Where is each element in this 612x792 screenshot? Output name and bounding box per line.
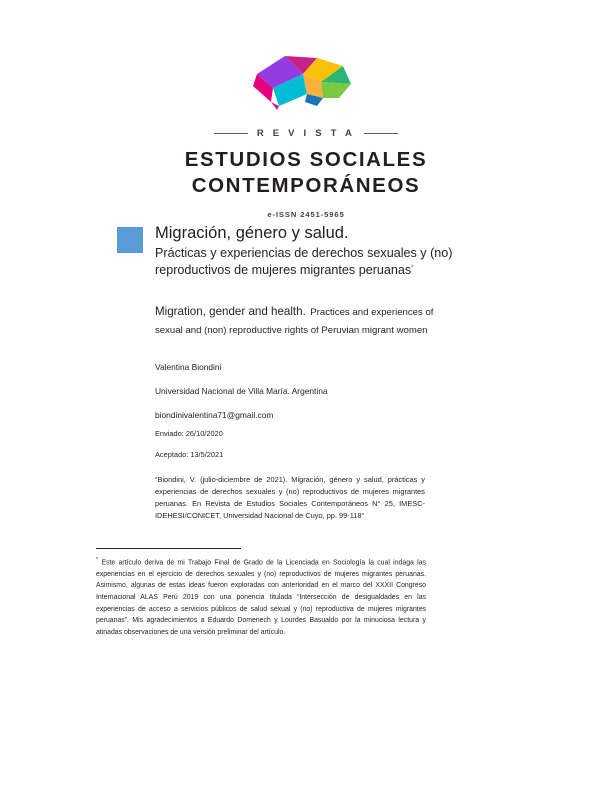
citation-block xyxy=(155,474,425,522)
revista-divider-line xyxy=(0,128,612,139)
footnote-text: Este artículo deriva de mi Trabajo Final de Grado de la Licenciada en Sociología la cual indaga las experiencias en el ejercicio de derechos sexuales y (no) reproductivos de mujeres migrantes peruanas. Asimismo, algunas de estas ideas fueron exploradas con anterioridad en el marco del XXXII Congreso Internacional ALAS Perú 2019 con una ponencia titulada “Intersección de desigualdades en las experiencias de acceso a servicios públicos de salud sexual y (no) reproductiva de mujeres migrantes peruanas”. Mis agradecimientos a Eduardo Domenech y Lourdes Basualdo por la minuciosa lectura y atinadas observaciones de una versión preliminar del artículo. xyxy=(96,559,426,636)
footnote-marker: * xyxy=(96,557,99,563)
article-title-sub: Prácticas y experiencias de derechos sexuales y (no) reproductivos de mujeres migrantes peruanas xyxy=(155,246,453,278)
article-title-en-sub: Practices and experiences of sexual and (non) reproductive rights of Peruvian migrant women xyxy=(155,307,434,337)
citation-text: “Biondini, V. (julio-diciembre de 2021). Migración, género y salud, prácticas y experiencias de derechos sexuales y (no) reproductivos de mujeres migrantes peruanas. En Revista de Estudios Sociales Contemporáneos N° 25, IMESC-IDEHESI/CONICET, Universidad Nacional de Cuyo, pp. 99-118” xyxy=(155,475,425,520)
revista-word: R E V I S T A xyxy=(256,128,356,139)
rule-right xyxy=(364,133,398,134)
footnote-block xyxy=(96,556,426,638)
date-submitted: Enviado: 26/10/2020 xyxy=(155,429,223,438)
article-title-en-block xyxy=(155,302,455,338)
accent-square xyxy=(117,227,143,253)
journal-title-line2: CONTEMPORÁNEOS xyxy=(191,174,421,198)
rule-left xyxy=(214,133,248,134)
footnote-text-wrapper xyxy=(96,556,426,638)
article-title-en-main: Migration, gender and health. xyxy=(155,305,306,318)
article-title-main: Migración, género y salud. xyxy=(155,224,349,242)
journal-title xyxy=(0,147,612,199)
journal-masthead xyxy=(0,52,612,219)
dates-block xyxy=(155,429,455,471)
article-title-sub-wrapper xyxy=(155,245,497,278)
title-text-group xyxy=(155,224,497,279)
journal-issn: e-ISSN 2451-5965 xyxy=(267,210,345,220)
author-block xyxy=(155,362,485,420)
author-affiliation: Universidad Nacional de Villa María. Argentina xyxy=(155,386,328,396)
article-title-block xyxy=(117,224,497,279)
footnote-divider xyxy=(96,548,241,549)
title-footnote-marker: * xyxy=(411,264,414,271)
prism-logo-icon xyxy=(247,52,365,114)
journal-title-line1: ESTUDIOS SOCIALES xyxy=(184,148,428,171)
date-accepted: Aceptado: 13/5/2021 xyxy=(155,450,224,459)
author-email[interactable]: biondinivalentina71@gmail.com xyxy=(155,410,274,420)
author-name: Valentina Biondini xyxy=(155,362,222,372)
